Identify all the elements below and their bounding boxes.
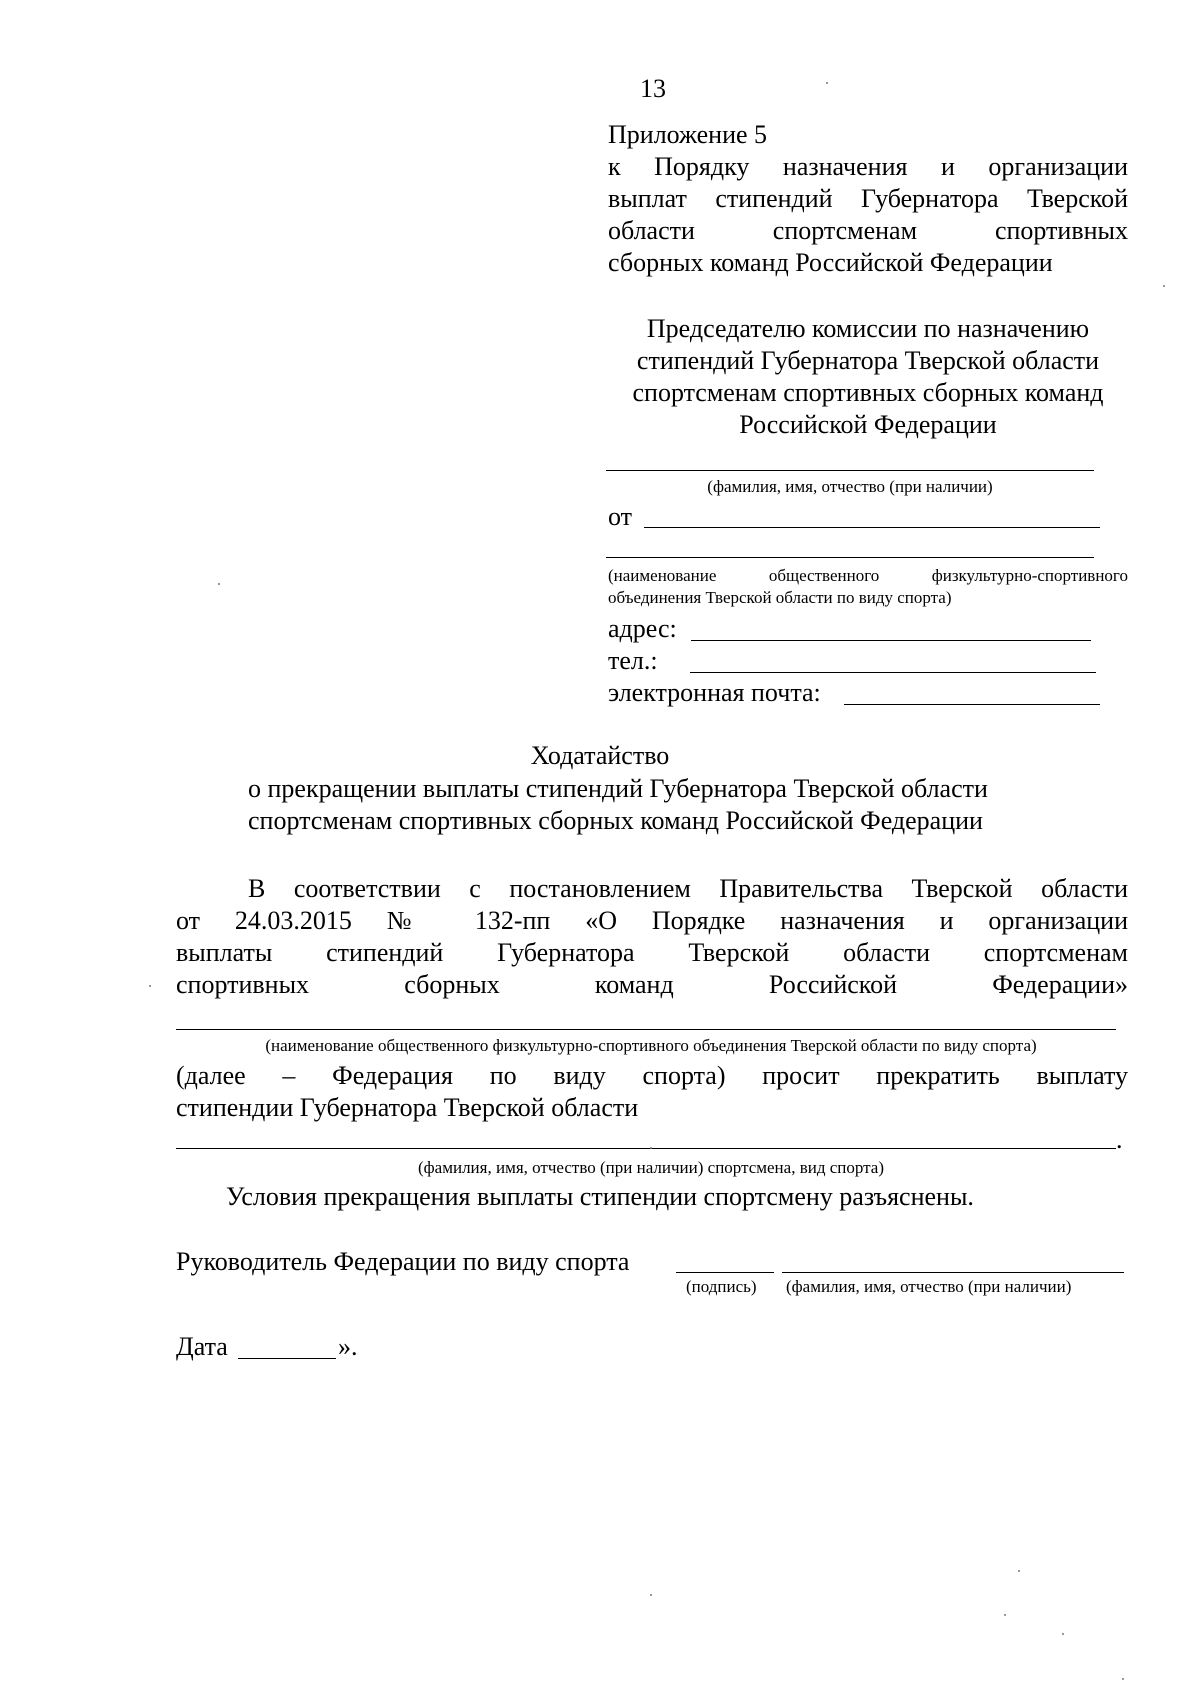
body-org-line	[176, 1029, 1116, 1030]
addressee-fio-caption: (фамилия, имя, отчество (при наличии)	[707, 477, 993, 496]
appendix-title: Приложение 5	[608, 120, 768, 149]
body-org-caption: (наименование общественного физкультурно-спортивного объединения Тверской области по виду спорта)	[265, 1036, 1037, 1055]
from-line	[644, 527, 1100, 528]
address-label: адрес:	[608, 614, 677, 643]
scan-speck	[650, 1594, 652, 1596]
body-continuation-line: (далее – Федерация по виду спорта) просит прекратить выплату	[176, 1061, 1128, 1090]
athlete-caption: (фамилия, имя, отчество (при наличии) спортсмена, вид спорта)	[418, 1158, 884, 1177]
scan-speck	[218, 583, 220, 585]
from-label: от	[608, 502, 633, 531]
petition-subtitle-line: о прекращении выплаты стипендий Губернатора Тверской области	[248, 774, 988, 803]
petition-title: Ходатайство	[530, 741, 670, 770]
signature-fio-caption: (фамилия, имя, отчество (при наличии)	[786, 1277, 1072, 1296]
addressee-fio-line	[606, 470, 1094, 471]
appendix-subtitle-line: к Порядку назначения и организации	[608, 152, 1128, 181]
appendix-subtitle-line: сборных команд Российской Федерации	[608, 248, 1053, 277]
body-line: В соответствии с постановлением Правительства Тверской области	[248, 874, 1128, 903]
body-line: от 24.03.2015 № 132-пп «О Порядке назначения и организации	[176, 906, 1128, 935]
scan-speck	[650, 1147, 652, 1149]
addressee-line: Председателю комиссии по назначению	[646, 314, 1090, 343]
phone-line	[690, 672, 1096, 673]
phone-label: тел.:	[608, 646, 658, 675]
date-label: Дата	[176, 1332, 228, 1361]
scan-speck	[1004, 1614, 1006, 1616]
scan-speck	[1163, 285, 1165, 287]
body-continuation-line: стипендии Губернатора Тверской области	[176, 1093, 639, 1122]
scan-speck	[149, 985, 151, 987]
address-line	[691, 640, 1091, 641]
email-line	[844, 704, 1100, 705]
addressee-line: стипендий Губернатора Тверской области	[636, 346, 1100, 375]
body-line: выплаты стипендий Губернатора Тверской области спортсменам	[176, 938, 1128, 967]
scan-speck	[1122, 1678, 1124, 1680]
conditions-text: Условия прекращения выплаты стипендии спортсмену разъяснены.	[226, 1182, 974, 1211]
scan-speck	[1062, 1633, 1064, 1635]
scan-speck	[1018, 1570, 1020, 1572]
page-number: 13	[640, 74, 666, 103]
appendix-subtitle-line: выплат стипендий Губернатора Тверской	[608, 184, 1128, 213]
athlete-line	[176, 1148, 1116, 1149]
addressee-line: Российской Федерации	[739, 410, 997, 439]
date-closing: ».	[338, 1332, 358, 1361]
body-line: спортивных сборных команд Российской Федерации»	[176, 970, 1128, 999]
signature-fio-line	[782, 1272, 1124, 1273]
addressee-line: спортсменам спортивных сборных команд	[632, 378, 1104, 407]
signature-label: Руководитель Федерации по виду спорта	[176, 1247, 630, 1276]
signature-sign-line	[676, 1272, 774, 1273]
email-label: электронная почта:	[608, 678, 821, 707]
org-line	[606, 557, 1094, 558]
date-line	[238, 1358, 336, 1359]
athlete-line-period: .	[1116, 1125, 1123, 1154]
petition-subtitle-line: спортсменам спортивных сборных команд Российской Федерации	[248, 806, 983, 835]
appendix-subtitle-line: области спортсменам спортивных	[608, 216, 1128, 245]
org-caption-line: объединения Тверской области по виду спорта)	[608, 588, 952, 607]
org-caption-line: (наименование общественного физкультурно-спортивного	[608, 566, 1128, 585]
signature-sign-caption: (подпись)	[686, 1277, 757, 1296]
scan-speck	[826, 82, 828, 84]
